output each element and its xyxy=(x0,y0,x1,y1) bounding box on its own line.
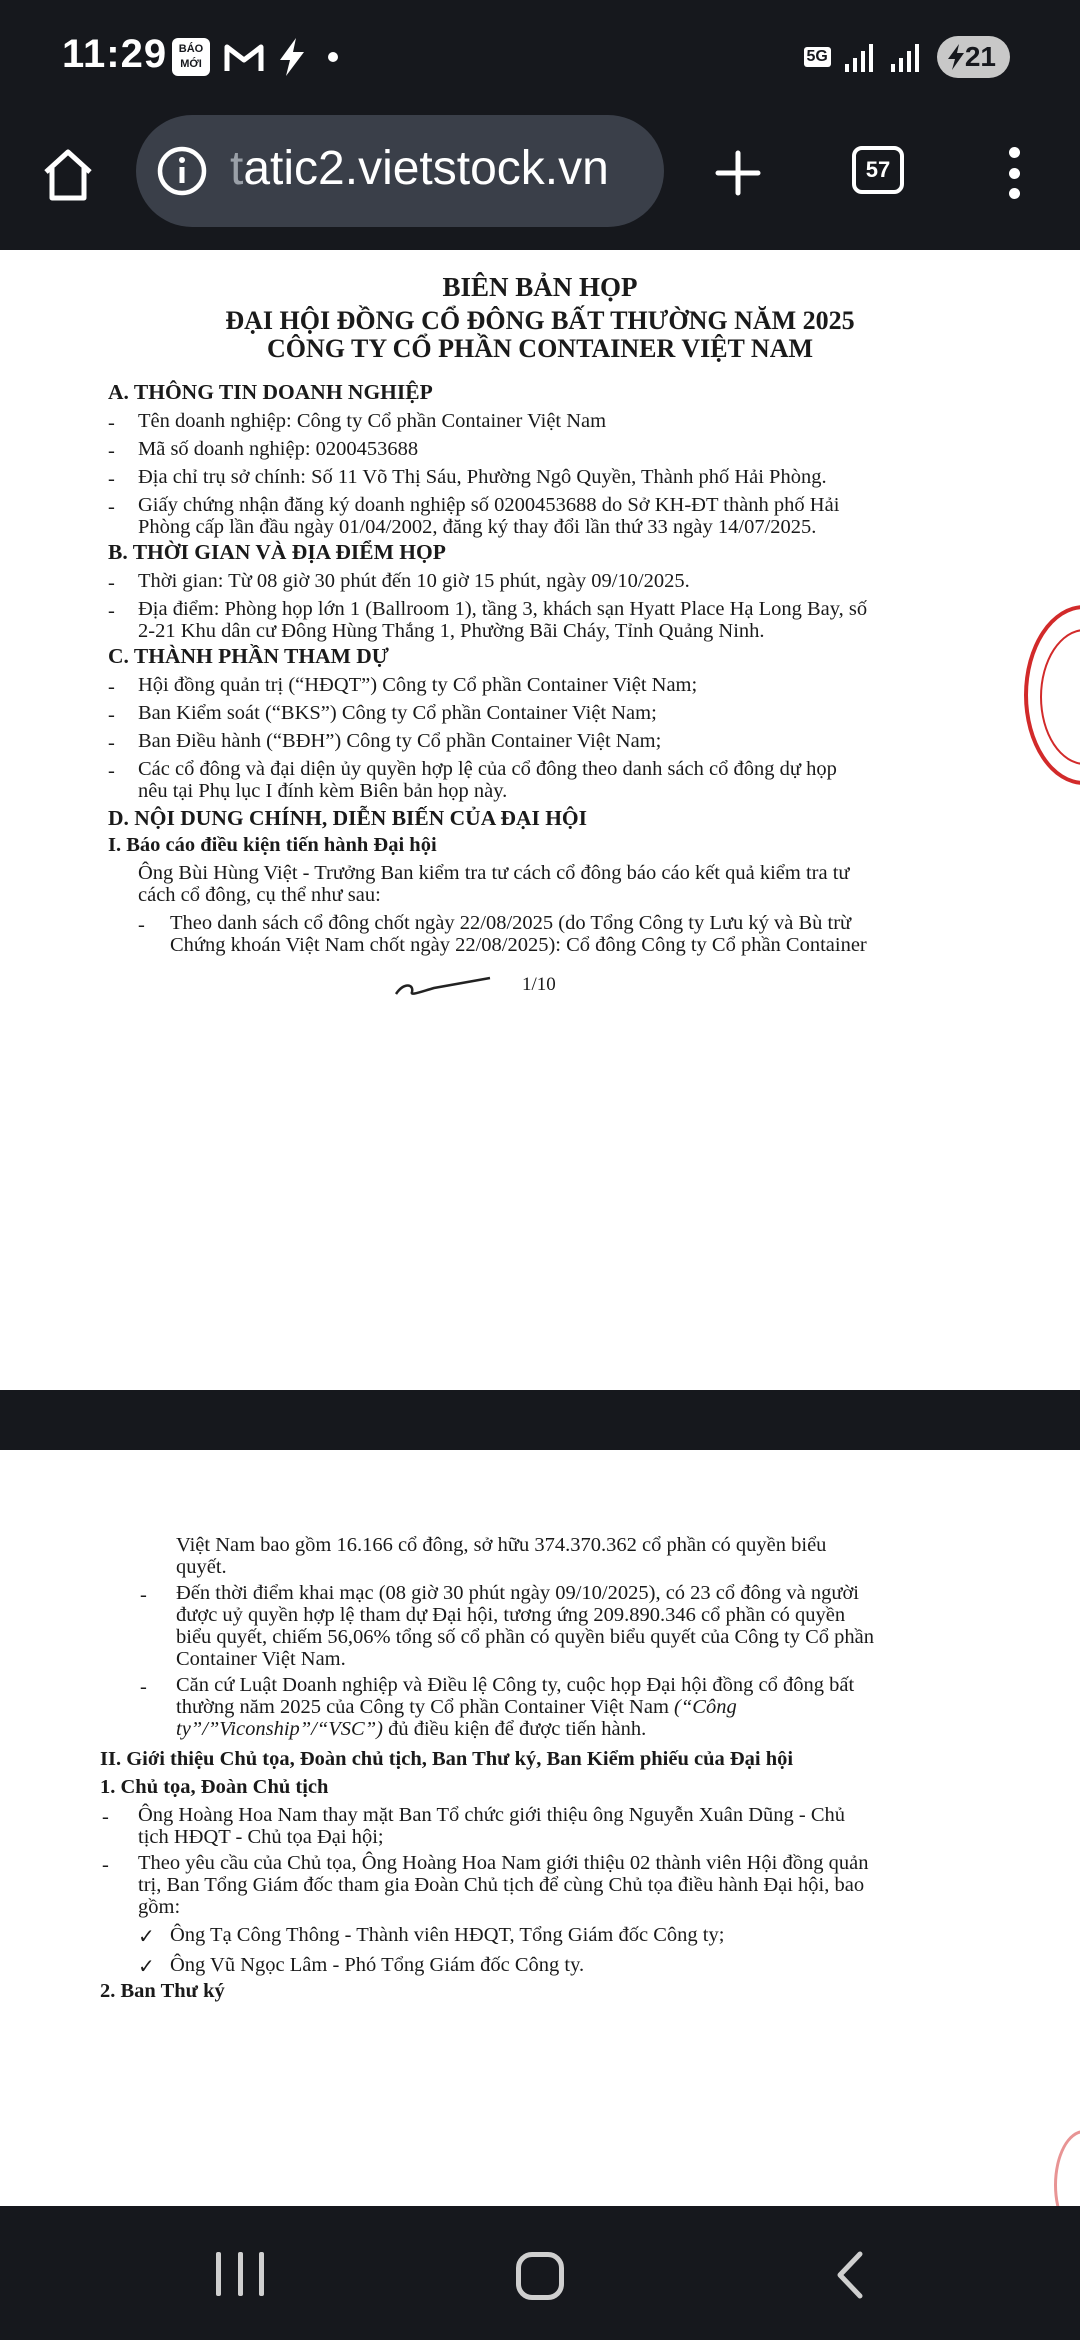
gmail-icon xyxy=(224,41,264,73)
c-shareholders-line1: Các cổ đông và đại diện ủy quyền hợp lệ của cổ đông theo danh sách cổ đông dự họp xyxy=(138,758,837,780)
q1-line2: tịch HĐQT - Chủ tọa Đại hội; xyxy=(138,1826,384,1848)
system-navigation-bar xyxy=(0,2206,1080,2340)
baomoi-app-icon: BÁO MỚI xyxy=(172,38,210,76)
i-bullet1-line2: Chứng khoán Việt Nam chốt ngày 22/08/2025): Cổ đông Công ty Cổ phần Container xyxy=(170,934,867,956)
i-paragraph-line1: Ông Bùi Hùng Việt - Trưởng Ban kiểm tra tư cách cổ đông báo cáo kết quả kiểm tra tư xyxy=(138,862,850,884)
q2-line3: gồm: xyxy=(138,1896,181,1918)
charging-icon xyxy=(947,44,965,70)
a-address: Địa chỉ trụ sở chính: Số 11 Võ Thị Sáu, Phường Ngô Quyền, Thành phố Hải Phòng. xyxy=(138,466,827,488)
member-2: Ông Vũ Ngọc Lâm - Phó Tổng Giám đốc Công ty. xyxy=(170,1954,585,1976)
a-certificate-line2: Phòng cấp lần đầu ngày 01/04/2002, đăng ký thay đổi lần thứ 33 ngày 14/07/2025. xyxy=(138,516,817,538)
signal-icon-1 xyxy=(845,42,877,72)
bullet-dash: - xyxy=(108,760,115,782)
c-management: Ban Điều hành (“BĐH”) Công ty Cổ phần Container Việt Nam; xyxy=(138,730,662,752)
system-icons xyxy=(804,36,1011,78)
flash-icon xyxy=(278,38,306,76)
recent-bar xyxy=(259,2252,264,2296)
url-text[interactable] xyxy=(230,141,609,196)
nav-home-button[interactable] xyxy=(516,2252,564,2300)
section-ii-heading: II. Giới thiệu Chủ tọa, Đoàn chủ tịch, Ban Thư ký, Ban Kiểm phiếu của Đại hội xyxy=(100,1748,794,1770)
section-d-heading: D. NỘI DUNG CHÍNH, DIỄN BIẾN CỦA ĐẠI HỘI xyxy=(108,806,588,830)
url-domain: atic2.vietstock.vn xyxy=(243,142,609,195)
signal-icon-2 xyxy=(891,42,923,72)
home-icon xyxy=(40,148,96,202)
b-location-line2: 2-21 Khu dân cư Đông Hùng Thắng 1, Phường Bãi Cháy, Tỉnh Quảng Ninh. xyxy=(138,620,765,642)
bullet-dash: - xyxy=(102,1854,109,1876)
browser-toolbar xyxy=(0,115,1080,250)
network-type-icon: 5G xyxy=(804,47,831,67)
a-company-code: Mã số doanh nghiệp: 0200453688 xyxy=(138,438,419,460)
menu-dot xyxy=(1009,147,1020,158)
bullet-dash: - xyxy=(108,468,115,490)
menu-dot xyxy=(1009,188,1020,199)
bullet-dash: - xyxy=(108,704,115,726)
more-menu-button[interactable] xyxy=(994,141,1034,205)
menu-dot xyxy=(1009,168,1020,179)
i-paragraph-line2: cách cổ đông, cụ thể như sau: xyxy=(138,884,381,906)
p1-line2: quyết. xyxy=(176,1556,227,1578)
bullet-dash: - xyxy=(140,1676,147,1698)
section-c-heading: C. THÀNH PHẦN THAM DỰ xyxy=(108,644,389,668)
doc-title: BIÊN BẢN HỌP xyxy=(442,272,638,302)
tab-switcher-button[interactable]: 57 xyxy=(852,146,904,194)
bullet-dash: - xyxy=(108,496,115,518)
bullet-dash: - xyxy=(108,572,115,594)
page-separator xyxy=(0,1390,1080,1450)
section-a-heading: A. THÔNG TIN DOANH NGHIỆP xyxy=(108,380,433,404)
recent-apps-button[interactable] xyxy=(216,2252,264,2296)
bullet-dash: - xyxy=(108,412,115,434)
clock: 11:29 xyxy=(62,32,168,76)
company-stamp xyxy=(1024,605,1080,785)
a-certificate-line1: Giấy chứng nhận đăng ký doanh nghiệp số 0200453688 do Sở KH-ĐT thành phố Hải xyxy=(138,494,840,516)
subsection-2-heading: 2. Ban Thư ký xyxy=(100,1980,225,2002)
page-number: 1/10 xyxy=(522,974,556,995)
q2-line1: Theo yêu cầu của Chủ tọa, Ông Hoàng Hoa Nam giới thiệu 02 thành viên Hội đồng quản xyxy=(138,1852,869,1874)
back-button[interactable] xyxy=(826,2250,876,2300)
section-i-heading: I. Báo cáo điều kiện tiến hành Đại hội xyxy=(108,834,437,856)
p3-line3 xyxy=(176,1718,646,1741)
b-location-line1: Địa điểm: Phòng họp lớn 1 (Ballroom 1), tầng 3, khách sạn Hyatt Place Hạ Long Bay, số xyxy=(138,598,868,620)
document-page-2[interactable] xyxy=(0,1450,1080,2206)
recent-bar xyxy=(216,2252,221,2296)
bullet-dash: - xyxy=(102,1806,109,1828)
p2-line2: được uỷ quyền hợp lệ tham dự Đại hội, tương ứng 209.890.346 cổ phần có quyền xyxy=(176,1604,846,1626)
status-bar xyxy=(0,0,1080,115)
bullet-dash: - xyxy=(140,1584,147,1606)
p3-line2-text: thường năm 2025 của Công ty Cổ phần Container Việt Nam xyxy=(176,1696,675,1718)
p3-line2 xyxy=(176,1696,737,1719)
p3-line3-italic: ty”/”Viconship”/“VSC”) xyxy=(176,1718,383,1740)
q1-line1: Ông Hoàng Hoa Nam thay mặt Ban Tổ chức giới thiệu ông Nguyễn Xuân Dũng - Chủ xyxy=(138,1804,846,1826)
p1-line1: Việt Nam bao gồm 16.166 cổ đông, sở hữu 374.370.362 cổ phần có quyền biểu xyxy=(176,1534,827,1556)
address-bar[interactable] xyxy=(136,115,664,227)
stamp-inner-ring xyxy=(1040,629,1080,765)
section-b-heading: B. THỜI GIAN VÀ ĐỊA ĐIỂM HỌP xyxy=(108,540,446,564)
p2-line4: Container Việt Nam. xyxy=(176,1648,346,1670)
bullet-dash: - xyxy=(108,600,115,622)
member-1: Ông Tạ Công Thông - Thành viên HĐQT, Tổng Giám đốc Công ty; xyxy=(170,1924,725,1946)
checkmark-icon: ✓ xyxy=(138,1954,155,1978)
home-button[interactable] xyxy=(36,143,100,207)
recent-bar xyxy=(238,2252,243,2296)
bullet-dash: - xyxy=(138,914,145,936)
c-shareholders-line2: nêu tại Phụ lục I đính kèm Biên bản họp này. xyxy=(138,780,508,802)
a-company-name: Tên doanh nghiệp: Công ty Cổ phần Container Việt Nam xyxy=(138,410,607,432)
more-notifications-dot xyxy=(328,52,338,62)
subsection-1-heading: 1. Chủ tọa, Đoàn Chủ tịch xyxy=(100,1776,329,1798)
bullet-dash: - xyxy=(108,676,115,698)
c-board: Hội đồng quản trị (“HĐQT”) Công ty Cổ phần Container Việt Nam; xyxy=(138,674,698,696)
p3-line3-text: đủ điều kiện để được tiến hành. xyxy=(382,1718,647,1740)
notification-icons xyxy=(172,38,338,76)
p2-line3: biểu quyết, chiếm 56,06% tổng số cổ phần có quyền biểu quyết của Công ty Cổ phần xyxy=(176,1626,875,1648)
new-tab-button[interactable] xyxy=(706,141,770,205)
c-supervisory: Ban Kiểm soát (“BKS”) Công ty Cổ phần Container Việt Nam; xyxy=(138,702,657,724)
battery-level: 21 xyxy=(964,41,996,72)
q2-line2: trị, Ban Tổng Giám đốc tham gia Đoàn Chủ tịch để cùng Chủ tọa điều hành Đại hội, bao xyxy=(138,1874,865,1896)
p3-line2-italic: (“Công xyxy=(674,1696,737,1718)
site-info-icon[interactable] xyxy=(154,143,210,199)
i-bullet1-line1: Theo danh sách cổ đông chốt ngày 22/08/2025 (do Tổng Công ty Lưu ký và Bù trừ xyxy=(170,912,852,934)
doc-subtitle-1: ĐẠI HỘI ĐỒNG CỔ ĐÔNG BẤT THƯỜNG NĂM 2025 xyxy=(225,306,855,335)
url-prefix: t xyxy=(230,142,244,195)
bullet-dash: - xyxy=(108,440,115,462)
checkmark-icon: ✓ xyxy=(138,1924,155,1948)
stamp-fragment xyxy=(1054,2130,1080,2206)
battery-indicator xyxy=(937,36,1010,78)
p3-line1: Căn cứ Luật Doanh nghiệp và Điều lệ Công ty, cuộc họp Đại hội đồng cổ đông bất xyxy=(176,1674,855,1696)
bullet-dash: - xyxy=(108,732,115,754)
p2-line1: Đến thời điểm khai mạc (08 giờ 30 phút ngày 09/10/2025), có 23 cổ đông và người xyxy=(176,1582,860,1604)
plus-icon xyxy=(714,149,762,197)
doc-subtitle-2: CÔNG TY CỔ PHẦN CONTAINER VIỆT NAM xyxy=(266,334,814,363)
document-page-1[interactable] xyxy=(0,250,1080,1390)
b-time: Thời gian: Từ 08 giờ 30 phút đến 10 giờ 15 phút, ngày 09/10/2025. xyxy=(138,570,690,592)
signature-mark xyxy=(394,974,494,998)
